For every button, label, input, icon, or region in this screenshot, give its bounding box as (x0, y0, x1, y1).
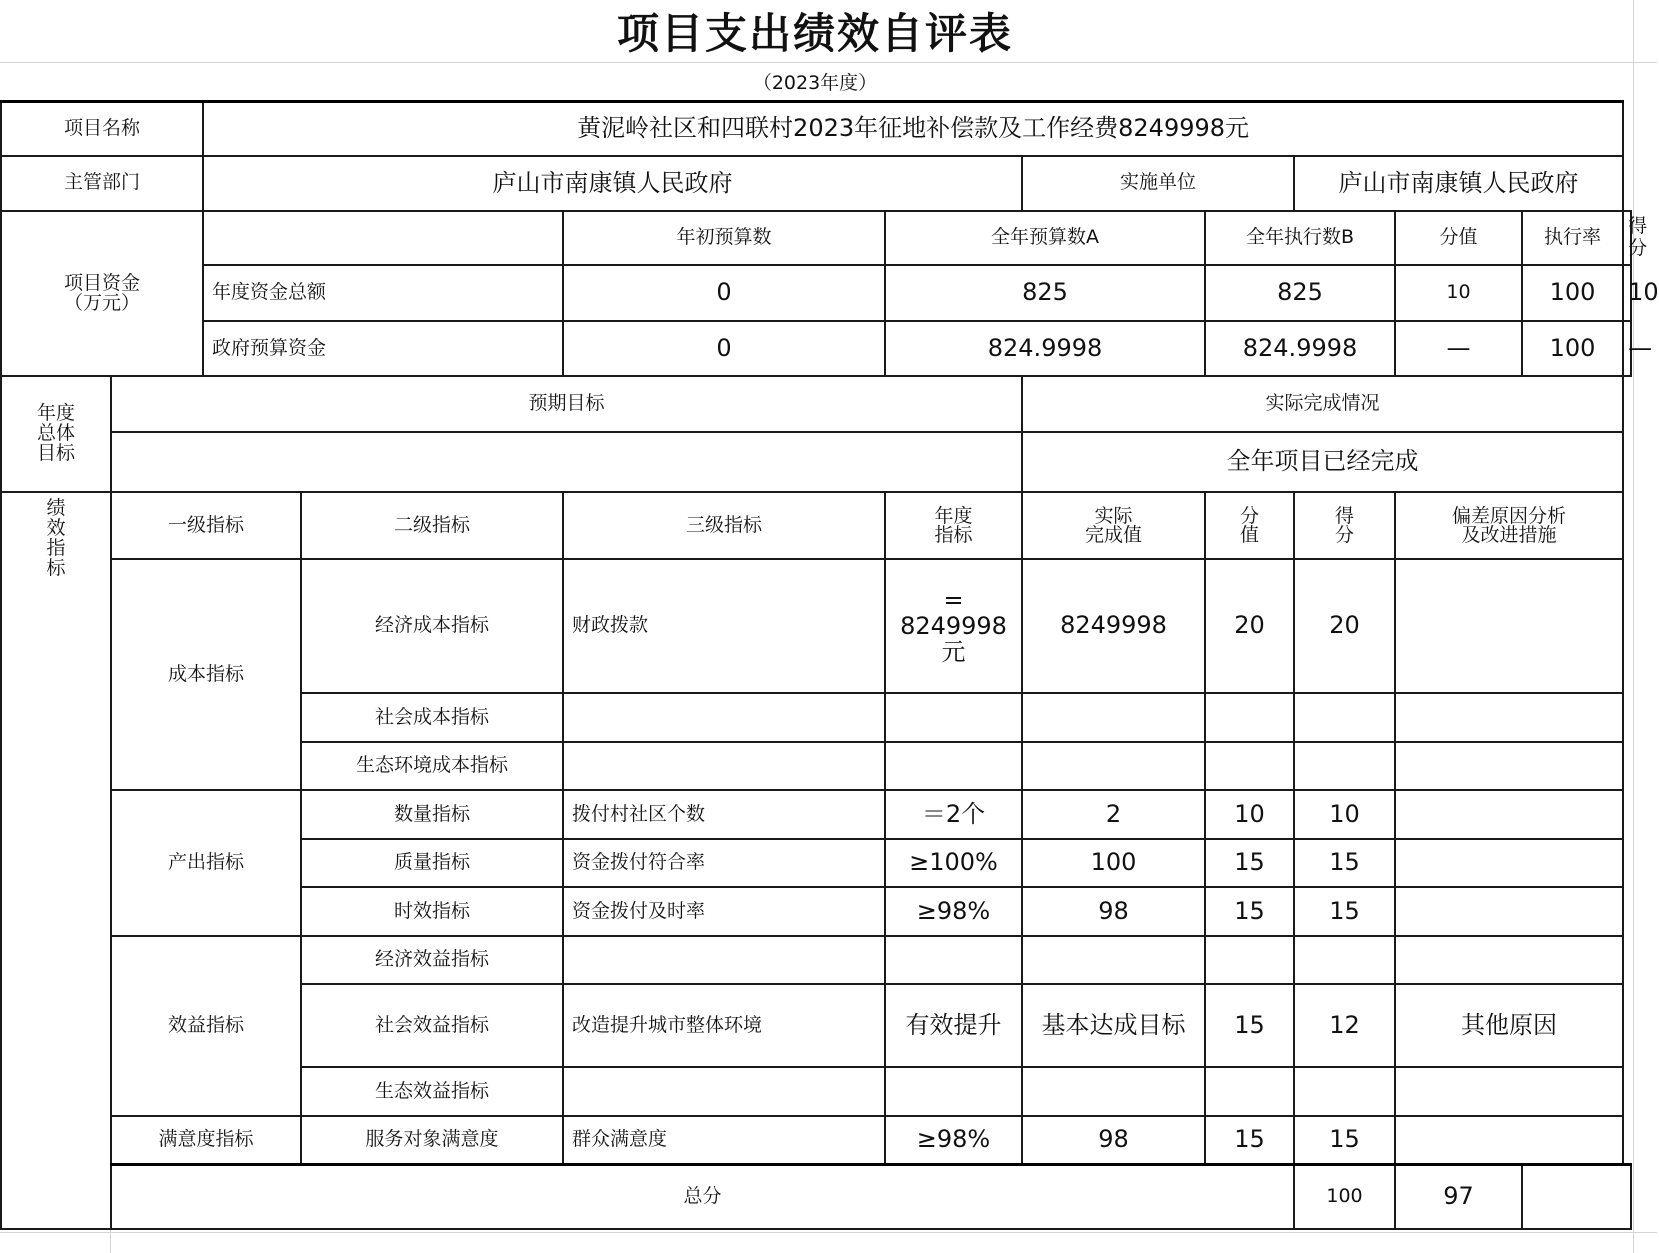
points-cell: 15 (1205, 984, 1294, 1067)
deviation-cell: 其他原因 (1395, 984, 1623, 1067)
level3-cell (563, 936, 885, 984)
funds-label: 项目资金 （万元） (1, 211, 203, 377)
funds-header-initial: 年初预算数 (563, 211, 885, 266)
score-cell (1294, 693, 1395, 741)
funds-header-rate: 执行率 (1522, 211, 1623, 266)
actual-cell: 基本达成目标 (1022, 984, 1205, 1067)
score-cell: 20 (1294, 559, 1395, 693)
points-cell: 15 (1205, 839, 1294, 887)
target-cell: ＝2个 (885, 790, 1022, 838)
header-points: 分 值 (1205, 492, 1294, 559)
actual-cell (1022, 742, 1205, 790)
deviation-cell (1395, 1116, 1623, 1164)
points-cell (1205, 693, 1294, 741)
level2-cell: 服务对象满意度 (301, 1116, 563, 1164)
level3-cell: 资金拨付及时率 (563, 887, 885, 935)
target-cell: ≥98% (885, 887, 1022, 935)
funds-row-exec: 824.9998 (1205, 321, 1395, 377)
header-level1: 一级指标 (111, 492, 301, 559)
impl-value: 庐山市南康镇人民政府 (1294, 156, 1623, 211)
funds-row-initial: 0 (563, 265, 885, 321)
points-cell: 15 (1205, 887, 1294, 935)
goals-label: 年度 总体 目标 (1, 376, 111, 492)
funds-header-score: 得分 (1623, 211, 1631, 266)
funds-row-name: 政府预算资金 (203, 321, 563, 377)
deviation-cell (1395, 742, 1623, 790)
actual-cell: 98 (1022, 1116, 1205, 1164)
level3-cell (563, 1067, 885, 1115)
points-cell (1205, 936, 1294, 984)
level2-cell: 经济成本指标 (301, 559, 563, 693)
goals-expected-value (111, 432, 1022, 493)
total-label: 总分 (111, 1164, 1294, 1229)
level3-cell: 群众满意度 (563, 1116, 885, 1164)
sheet-gridline (0, 62, 1657, 63)
actual-cell (1022, 936, 1205, 984)
level3-cell (563, 742, 885, 790)
self-evaluation-table (0, 100, 1659, 1230)
level1-satisfaction: 满意度指标 (111, 1116, 301, 1164)
sheet-gridline (0, 1232, 1657, 1233)
level1-benefit: 效益指标 (111, 936, 301, 1116)
funds-row-name: 年度资金总额 (203, 265, 563, 321)
report-year: （2023年度） (752, 71, 878, 94)
target-cell: ≥98% (885, 1116, 1022, 1164)
level3-cell: 资金拨付符合率 (563, 839, 885, 887)
score-cell: 15 (1294, 1116, 1395, 1164)
deviation-cell (1395, 839, 1623, 887)
level2-cell: 生态效益指标 (301, 1067, 563, 1115)
header-actual: 实际 完成值 (1022, 492, 1205, 559)
funds-row-initial: 0 (563, 321, 885, 377)
funds-row-points: 10 (1395, 265, 1522, 321)
header-deviation: 偏差原因分析 及改进措施 (1395, 492, 1623, 559)
funds-row-rate: 100 (1522, 265, 1623, 321)
funds-header-points: 分值 (1395, 211, 1522, 266)
level3-cell: 改造提升城市整体环境 (563, 984, 885, 1067)
sheet-gridline (110, 1230, 111, 1253)
header-level2: 二级指标 (301, 492, 563, 559)
level1-output: 产出指标 (111, 790, 301, 935)
level2-cell: 社会成本指标 (301, 693, 563, 741)
level2-cell: 时效指标 (301, 887, 563, 935)
level3-cell (563, 693, 885, 741)
funds-row-score: — (1623, 321, 1631, 377)
goals-actual-header: 实际完成情况 (1022, 376, 1623, 432)
total-blank (1522, 1164, 1631, 1229)
deviation-cell (1395, 559, 1623, 693)
funds-row-score: 10 (1623, 265, 1631, 321)
score-cell (1294, 742, 1395, 790)
goals-actual-value: 全年项目已经完成 (1022, 432, 1623, 493)
funds-row-points: — (1395, 321, 1522, 377)
score-cell: 10 (1294, 790, 1395, 838)
points-cell (1205, 742, 1294, 790)
level2-cell: 社会效益指标 (301, 984, 563, 1067)
header-target: 年度 指标 (885, 492, 1022, 559)
funds-row-exec: 825 (1205, 265, 1395, 321)
impl-label: 实施单位 (1022, 156, 1294, 211)
points-cell: 10 (1205, 790, 1294, 838)
dept-value: 庐山市南康镇人民政府 (203, 156, 1022, 211)
total-points: 100 (1294, 1164, 1395, 1229)
score-cell (1294, 1067, 1395, 1115)
level1-cost: 成本指标 (111, 559, 301, 790)
deviation-cell (1395, 887, 1623, 935)
header-level3: 三级指标 (563, 492, 885, 559)
actual-cell (1022, 1067, 1205, 1115)
goals-expected-header: 预期目标 (111, 376, 1022, 432)
target-cell: ≥100% (885, 839, 1022, 887)
target-cell (885, 1067, 1022, 1115)
funds-header-annual: 全年预算数A (885, 211, 1205, 266)
actual-cell: 8249998 (1022, 559, 1205, 693)
deviation-cell (1395, 693, 1623, 741)
level2-cell: 数量指标 (301, 790, 563, 838)
level3-cell: 财政拨款 (563, 559, 885, 693)
score-cell: 12 (1294, 984, 1395, 1067)
project-name-value: 黄泥岭社区和四联村2023年征地补偿款及工作经费8249998元 (203, 102, 1623, 157)
funds-row-rate: 100 (1522, 321, 1623, 377)
total-score: 97 (1395, 1164, 1522, 1229)
sheet-gridline (1633, 0, 1634, 1253)
target-cell (885, 693, 1022, 741)
actual-cell (1022, 693, 1205, 741)
header-score: 得 分 (1294, 492, 1395, 559)
actual-cell: 100 (1022, 839, 1205, 887)
indicators-label: 绩 效 指 标 (1, 492, 111, 1229)
funds-row-annual: 825 (885, 265, 1205, 321)
target-cell (885, 936, 1022, 984)
score-cell (1294, 936, 1395, 984)
level2-cell: 质量指标 (301, 839, 563, 887)
level3-cell: 拨付村社区个数 (563, 790, 885, 838)
points-cell: 20 (1205, 559, 1294, 693)
score-cell: 15 (1294, 839, 1395, 887)
target-cell: 有效提升 (885, 984, 1022, 1067)
target-cell (885, 742, 1022, 790)
level2-cell: 生态环境成本指标 (301, 742, 563, 790)
funds-header-exec: 全年执行数B (1205, 211, 1395, 266)
target-cell: = 8249998 元 (885, 559, 1022, 693)
page-title: 项目支出绩效自评表 (616, 9, 1013, 58)
funds-row-annual: 824.9998 (885, 321, 1205, 377)
score-cell: 15 (1294, 887, 1395, 935)
actual-cell: 2 (1022, 790, 1205, 838)
funds-header-blank (203, 211, 563, 266)
dept-label: 主管部门 (1, 156, 203, 211)
deviation-cell (1395, 790, 1623, 838)
project-name-label: 项目名称 (1, 102, 203, 157)
deviation-cell (1395, 1067, 1623, 1115)
actual-cell: 98 (1022, 887, 1205, 935)
deviation-cell (1395, 936, 1623, 984)
points-cell: 15 (1205, 1116, 1294, 1164)
level2-cell: 经济效益指标 (301, 936, 563, 984)
points-cell (1205, 1067, 1294, 1115)
